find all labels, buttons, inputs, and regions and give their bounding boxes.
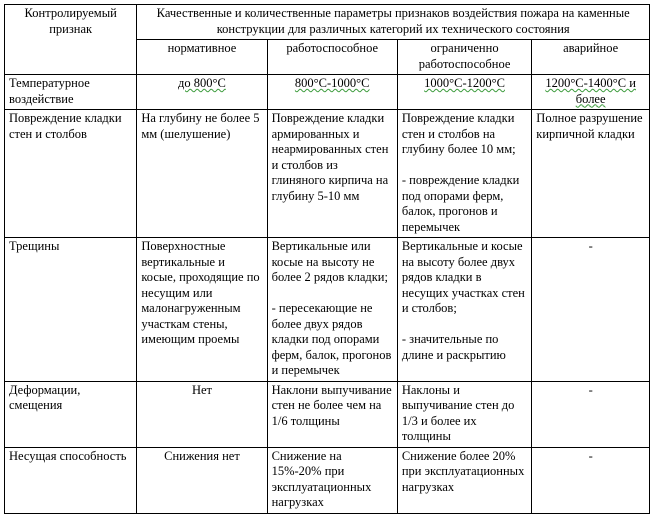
value-cell — [267, 75, 397, 110]
category-normative: нормативное — [137, 40, 267, 75]
value-cell: Полное разрушение кирпичной кладки — [532, 110, 650, 238]
table-row — [5, 381, 650, 447]
table-row — [5, 447, 650, 513]
value-cell: Вертикальные и косые на высоту более двух рядов кладки в несущих участках стен и столбов; - значительные по длине и раскрытию — [397, 238, 531, 382]
value-cell — [532, 75, 650, 110]
feature-cell: Трещины — [5, 238, 137, 382]
value-cell: Повреждение кладки стен и столбов на глубину более 10 мм; - повреждение кладки под опорами ферм, балок, прогонов и перемычек — [397, 110, 531, 238]
value-cell: Наклоны и выпучивание стен до 1/3 и более их толщины — [397, 381, 531, 447]
feature-cell: Несущая способность — [5, 447, 137, 513]
value-text: 1000°С-1200°С — [424, 76, 505, 90]
value-cell: На глубину не более 5 мм (шелушение) — [137, 110, 267, 238]
value-cell: - — [532, 447, 650, 513]
table-row — [5, 110, 650, 238]
value-cell: - — [532, 238, 650, 382]
value-cell: Вертикальные или косые на высоту не более 2 рядов кладки; - пересекающие не более двух рядов кладки под опорами ферм, балок, прогонов и перемычек — [267, 238, 397, 382]
header-row — [5, 5, 650, 40]
value-cell: - — [532, 381, 650, 447]
parameters-title: Качественные и количественные параметры признаков воздействия пожара на каменные конструкции для различных категорий их технического состояния — [137, 5, 650, 40]
value-text: 800°С-1000°С — [294, 76, 370, 90]
table-row — [5, 75, 650, 110]
feature-cell: Температурное воздействие — [5, 75, 137, 110]
feature-column-header: Контролируемый признак — [5, 5, 137, 75]
category-limited-operable: ограниченно работоспособное — [397, 40, 531, 75]
category-emergency: аварийное — [532, 40, 650, 75]
value-text: до 800°С — [178, 76, 226, 90]
value-cell — [397, 75, 531, 110]
table-row — [5, 238, 650, 382]
value-cell: Снижения нет — [137, 447, 267, 513]
value-cell: Снижение на 15%-20% при эксплуатационных нагрузках — [267, 447, 397, 513]
value-cell — [137, 75, 267, 110]
fire-impact-table — [4, 4, 650, 514]
value-cell: Повреждение кладки армированных и неармированных стен и столбов из глиняного кирпича на глубину 5-10 мм — [267, 110, 397, 238]
value-text: 1200°С-1400°С и более — [545, 76, 636, 106]
feature-cell: Деформации, смещения — [5, 381, 137, 447]
value-cell: Наклони выпучивание стен не более чем на 1/6 толщины — [267, 381, 397, 447]
value-cell: Поверхностные вертикальные и косые, проходящие по несущим или малонагруженным участкам стены, имеющим проемы — [137, 238, 267, 382]
feature-cell: Повреждение кладки стен и столбов — [5, 110, 137, 238]
category-operable: работоспособное — [267, 40, 397, 75]
value-cell: Нет — [137, 381, 267, 447]
value-cell: Снижение более 20% при эксплуатационных нагрузках — [397, 447, 531, 513]
